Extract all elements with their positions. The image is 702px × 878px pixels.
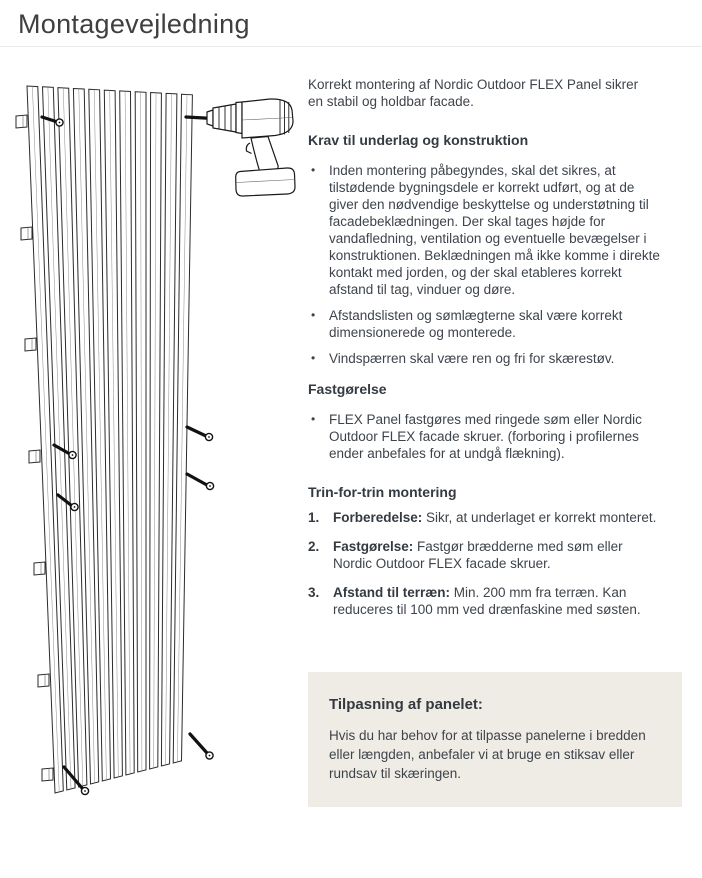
- note-text: Hvis du har behov for at tilpasse panelerne i bredden eller længden, anbefaler vi at bruge en stiksav eller rundsav til skæringen.: [329, 727, 646, 781]
- step-number: 1.: [308, 510, 320, 525]
- page-title: Montagevejledning: [18, 9, 250, 39]
- bullet-icon: •: [311, 163, 316, 177]
- step-lead: Afstand til terræn:: [333, 584, 451, 600]
- requirements-heading: Krav til underlag og konstruktion: [308, 132, 529, 148]
- step-number: 3.: [308, 584, 320, 600]
- list-item: [308, 350, 660, 367]
- bullet-text: FLEX Panel fastgøres med ringede søm eller Nordic Outdoor FLEX facade skruer. (forboring i profilernes ender anbefales for at undgå flækning).: [329, 412, 642, 461]
- step-item: [308, 584, 660, 619]
- list-item: [308, 307, 660, 341]
- montage-illustration: [0, 60, 300, 820]
- step-item: [308, 509, 660, 527]
- bullet-text: Afstandslisten og sømlægterne skal være korrekt dimensionerede og monterede.: [329, 308, 623, 340]
- step-text: [333, 538, 660, 573]
- section-requirements: [308, 132, 684, 367]
- step-number: 2.: [308, 538, 320, 554]
- section-steps: [308, 484, 684, 619]
- section-fastening: [308, 381, 684, 462]
- cordless-drill-icon: [207, 99, 295, 196]
- page-header: [0, 0, 702, 47]
- step-text: [333, 509, 656, 527]
- step-body: Sikr, at underlaget er korrekt monteret.: [426, 510, 657, 525]
- list-item: [308, 162, 660, 298]
- step-lead: Forberedelse:: [333, 510, 423, 525]
- step-item: [308, 538, 660, 573]
- fastening-heading: Fastgørelse: [308, 381, 387, 397]
- bullet-icon: •: [311, 308, 316, 322]
- bullet-icon: •: [311, 412, 316, 426]
- requirements-list: [308, 162, 660, 367]
- steps-heading: Trin-for-trin montering: [308, 484, 457, 500]
- note-heading: Tilpasning af panelet:: [329, 695, 483, 713]
- fastening-list: [308, 411, 660, 462]
- bullet-icon: •: [311, 351, 316, 365]
- slat-panel: [27, 86, 192, 793]
- adjustment-note-box: [308, 672, 682, 807]
- bullet-text: Inden montering påbegyndes, skal det sikres, at tilstødende bygningsdele er korrekt udført, og at de giver den nødvendige beskyttelse og understøtning til facadebeklædningen. Der skal tages højde for vandafledning, ventilation og eventuelle bevægelser i konstruktionen. Beklædningen må ikke komme i direkte kontakt med jorden, og der skal etableres korrekt afstand til tag, vinduer og døre.: [329, 163, 660, 297]
- list-item: [308, 411, 660, 462]
- step-text: [333, 584, 660, 619]
- steps-list: [308, 509, 660, 619]
- intro-paragraph: Korrekt montering af Nordic Outdoor FLEX Panel sikrer en stabil og holdbar facade.: [308, 77, 639, 109]
- step-body: Fastgør brædderne med søm eller Nordic Outdoor FLEX facade skruer.: [333, 538, 623, 571]
- step-body: Min. 200 mm fra terræn. Kan reduceres til 100 mm ved drænfaskine med søsten.: [333, 584, 641, 617]
- bullet-text: Vindspærren skal være ren og fri for skærestøv.: [329, 351, 615, 366]
- step-lead: Fastgørelse:: [333, 538, 414, 554]
- panel-drawing-svg: [0, 60, 300, 820]
- instructions-column: [308, 76, 684, 807]
